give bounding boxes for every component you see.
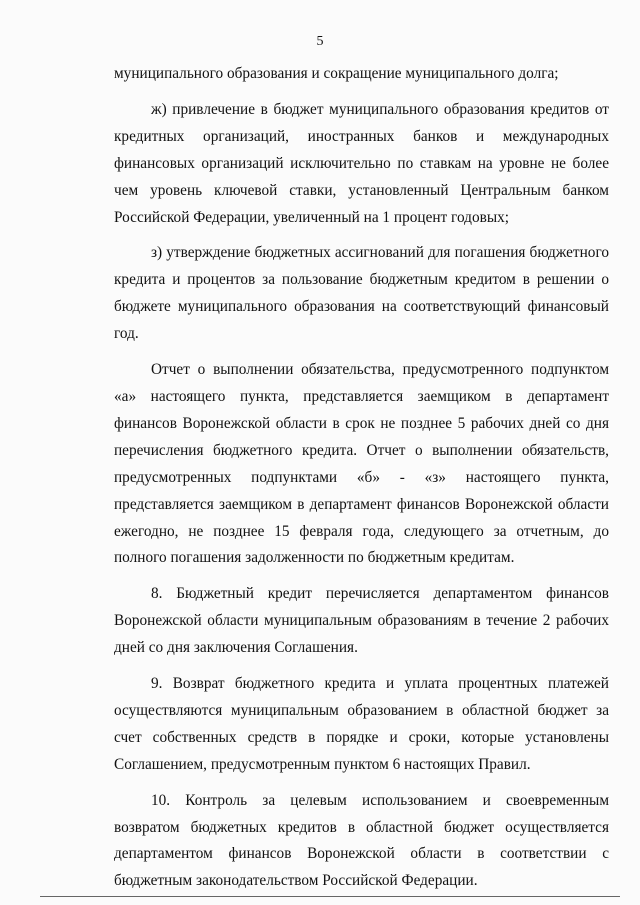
paragraph-item-9: 9. Возврат бюджетного кредита и уплата процентных платежей осуществляются муниципальным образованием в областной бюджет за счет собственных средств в порядке и сроки, которые установлены Соглашением, предусмотренным пунктом 6 настоящих Правил. (114, 675, 609, 773)
footer-divider (40, 896, 620, 897)
paragraph-subitem-zh: ж) привлечение в бюджет муниципального образования кредитов от кредитных организаций, иностранных банков и международных финансовых организаций исключительно по ставкам на уровне не более чем уровень ключевой ставки, установленный Центральным банком Российской Федерации, увеличенный на 1 процент годовых; (114, 100, 609, 226)
page-number: 5 (316, 34, 324, 49)
paragraph-subitem-z: з) утверждение бюджетных ассигнований для погашения бюджетного кредита и процентов за пользование бюджетным кредитом в решении о бюджете муниципального образования на соответствующий финансовый год. (114, 244, 609, 343)
paragraph-item-8: 8. Бюджетный кредит перечисляется департаментом финансов Воронежской области муниципальным образованиям в течение 2 рабочих дней со дня заключения Соглашения. (114, 585, 609, 657)
paragraph-continuation: муниципального образования и сокращение муниципального долга; (114, 65, 559, 82)
paragraph-report: Отчет о выполнении обязательства, предусмотренного подпунктом «а» настоящего пункта, представляется заемщиком в департамент финансов Воронежской области в срок не позднее 5 рабочих дней со дня перечисления бюджетного кредита. Отчет о выполнении обязательств, предусмотренных подпунктами «б» - «з» настоящего пункта, представляется заемщиком в департамент финансов Воронежской области ежегодно, не позднее 15 февраля года, следующего за отчетным, до полного погашения задолженности по бюджетным кредитам. (114, 361, 609, 567)
document-body (114, 61, 609, 904)
paragraph-item-10: 10. Контроль за целевым использованием и своевременным возвратом бюджетных кредитов в областной бюджет осуществляется департаментом финансов Воронежской области в соответствии с бюджетным законодательством Российской Федерации. (114, 791, 609, 890)
